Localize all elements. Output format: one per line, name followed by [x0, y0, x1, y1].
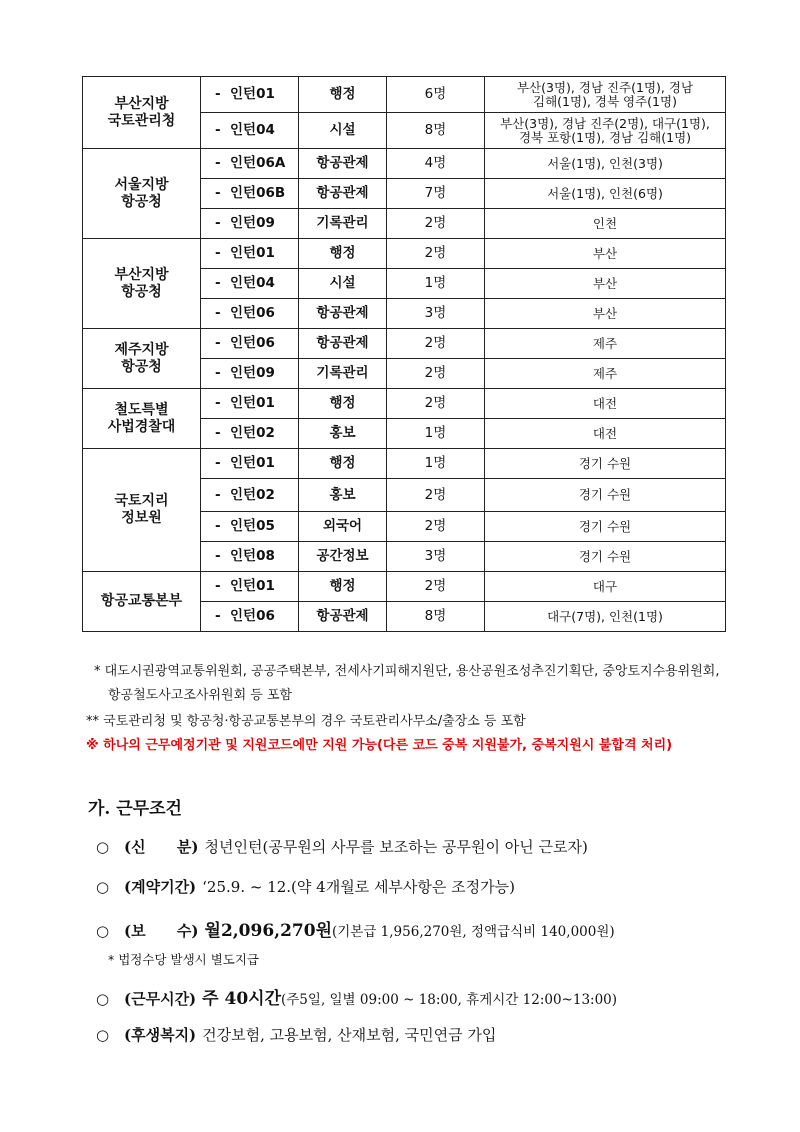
- period-value: ‘25.9. ~ 12.(약 4개월로 세부사항은 조정가능): [202, 878, 515, 896]
- org-name: 항공교통본부: [83, 572, 201, 632]
- intern-code: - 인턴06: [201, 329, 299, 359]
- intern-code: - 인턴02: [201, 479, 299, 512]
- job-field: 기록관리: [299, 359, 387, 389]
- headcount: 2명: [387, 389, 485, 419]
- job-field: 행정: [299, 77, 387, 113]
- section-heading: 가. 근무조건: [88, 799, 182, 819]
- hours-detail: (주5일, 일별 09:00 ~ 18:00, 휴게시간 12:00~13:00): [281, 992, 618, 1008]
- headcount: 4명: [387, 149, 485, 179]
- intern-code: - 인턴09: [201, 359, 299, 389]
- job-field: 항공관제: [299, 179, 387, 209]
- job-field: 행정: [299, 239, 387, 269]
- table-row: [83, 389, 726, 419]
- pay-label: (보 수): [124, 922, 199, 940]
- table-row: [83, 329, 726, 359]
- condition-hours: [96, 984, 617, 1009]
- headcount: 1명: [387, 269, 485, 299]
- work-location: 경기 수원: [485, 479, 726, 512]
- intern-code: - 인턴06B: [201, 179, 299, 209]
- table-row: [83, 449, 726, 479]
- intern-code: - 인턴02: [201, 419, 299, 449]
- pay-detail: (기본급 1,956,270원, 정액급식비 140,000원): [332, 924, 615, 940]
- work-location: 인천: [485, 209, 726, 239]
- bullet-icon: ○: [96, 878, 110, 896]
- pay-note: * 법정수당 발생시 별도지급: [108, 952, 259, 967]
- table-body: [83, 77, 726, 632]
- intern-positions-table: [82, 76, 726, 632]
- intern-code: - 인턴01: [201, 449, 299, 479]
- status-value: 청년인턴(공무원의 사무를 보조하는 공무원이 아닌 근로자): [204, 838, 588, 856]
- work-location: 대구(7명), 인천(1명): [485, 602, 726, 632]
- org-name: 제주지방 항공청: [83, 329, 201, 389]
- headcount: 8명: [387, 602, 485, 632]
- org-name: 국토지리 정보원: [83, 449, 201, 572]
- org-name: 부산지방 항공청: [83, 239, 201, 329]
- work-location: 대전: [485, 419, 726, 449]
- intern-code: - 인턴08: [201, 542, 299, 572]
- welfare-label: (후생복지): [124, 1026, 197, 1044]
- footnote-1: * 대도시권광역교통위원회, 공공주택본부, 전세사기피해지원단, 용산공원조성추진기획단, 중앙토지수용위원회, 항공철도사고조사위원회 등 포함: [94, 664, 720, 703]
- hours-main: 주 40시간: [202, 989, 281, 1009]
- intern-code: - 인턴01: [201, 77, 299, 113]
- job-field: 홍보: [299, 479, 387, 512]
- job-field: 시설: [299, 269, 387, 299]
- headcount: 2명: [387, 479, 485, 512]
- welfare-value: 건강보험, 고용보험, 산재보험, 국민연금 가입: [202, 1026, 497, 1044]
- intern-code: - 인턴09: [201, 209, 299, 239]
- job-field: 행정: [299, 389, 387, 419]
- work-location: 부산(3명), 경남 진주(1명), 경남 김해(1명), 경북 영주(1명): [485, 77, 726, 113]
- condition-period: [96, 876, 515, 897]
- job-field: 항공관제: [299, 299, 387, 329]
- headcount: 2명: [387, 359, 485, 389]
- bullet-icon: ○: [96, 838, 110, 856]
- headcount: 2명: [387, 239, 485, 269]
- intern-code: - 인턴01: [201, 572, 299, 602]
- job-field: 시설: [299, 113, 387, 149]
- headcount: 2명: [387, 329, 485, 359]
- bullet-icon: ○: [96, 1026, 110, 1044]
- work-location: 서울(1명), 인천(6명): [485, 179, 726, 209]
- table-row: [83, 239, 726, 269]
- headcount: 6명: [387, 77, 485, 113]
- headcount: 1명: [387, 419, 485, 449]
- work-location: 대전: [485, 389, 726, 419]
- job-field: 항공관제: [299, 329, 387, 359]
- intern-code: - 인턴01: [201, 389, 299, 419]
- headcount: 2명: [387, 209, 485, 239]
- headcount: 3명: [387, 542, 485, 572]
- period-label: (계약기간): [124, 878, 197, 896]
- table-row: [83, 77, 726, 113]
- job-field: 항공관제: [299, 602, 387, 632]
- intern-code: - 인턴06A: [201, 149, 299, 179]
- work-location: 대구: [485, 572, 726, 602]
- org-name: 부산지방 국토관리청: [83, 77, 201, 149]
- table-row: [83, 149, 726, 179]
- job-field: 행정: [299, 572, 387, 602]
- job-field: 홍보: [299, 419, 387, 449]
- work-location: 서울(1명), 인천(3명): [485, 149, 726, 179]
- work-location: 부산: [485, 269, 726, 299]
- work-location: 부산: [485, 239, 726, 269]
- status-label: (신 분): [124, 838, 199, 856]
- headcount: 3명: [387, 299, 485, 329]
- job-field: 행정: [299, 449, 387, 479]
- job-field: 항공관제: [299, 149, 387, 179]
- warning-note: ※ 하나의 근무예정기관 및 지원코드에만 지원 가능(다른 코드 중복 지원불가, 중복지원시 불합격 처리): [86, 738, 673, 753]
- bullet-icon: ○: [96, 922, 110, 940]
- headcount: 8명: [387, 113, 485, 149]
- work-location: 제주: [485, 359, 726, 389]
- headcount: 2명: [387, 512, 485, 542]
- intern-code: - 인턴04: [201, 269, 299, 299]
- hours-label: (근무시간): [124, 990, 197, 1008]
- table-row: [83, 572, 726, 602]
- intern-code: - 인턴01: [201, 239, 299, 269]
- org-name: 서울지방 항공청: [83, 149, 201, 239]
- bullet-icon: ○: [96, 990, 110, 1008]
- work-location: 부산: [485, 299, 726, 329]
- work-location: 경기 수원: [485, 449, 726, 479]
- footnotes: [86, 660, 736, 758]
- headcount: 2명: [387, 572, 485, 602]
- condition-status: [96, 836, 588, 857]
- intern-code: - 인턴06: [201, 299, 299, 329]
- intern-code: - 인턴06: [201, 602, 299, 632]
- intern-code: - 인턴05: [201, 512, 299, 542]
- work-location: 제주: [485, 329, 726, 359]
- org-name: 철도특별 사법경찰대: [83, 389, 201, 449]
- work-location: 경기 수원: [485, 512, 726, 542]
- intern-code: - 인턴04: [201, 113, 299, 149]
- job-field: 공간정보: [299, 542, 387, 572]
- pay-main: 월2,096,270원: [204, 921, 332, 941]
- job-field: 기록관리: [299, 209, 387, 239]
- job-field: 외국어: [299, 512, 387, 542]
- work-location: 부산(3명), 경남 진주(2명), 대구(1명), 경북 포항(1명), 경남 김해(1명): [485, 113, 726, 149]
- footnote-2: ** 국토관리청 및 항공청·항공교통본부의 경우 국토관리사무소/출장소 등 포함: [86, 714, 526, 729]
- work-location: 경기 수원: [485, 542, 726, 572]
- headcount: 7명: [387, 179, 485, 209]
- condition-welfare: [96, 1024, 496, 1045]
- headcount: 1명: [387, 449, 485, 479]
- condition-pay: [96, 916, 615, 941]
